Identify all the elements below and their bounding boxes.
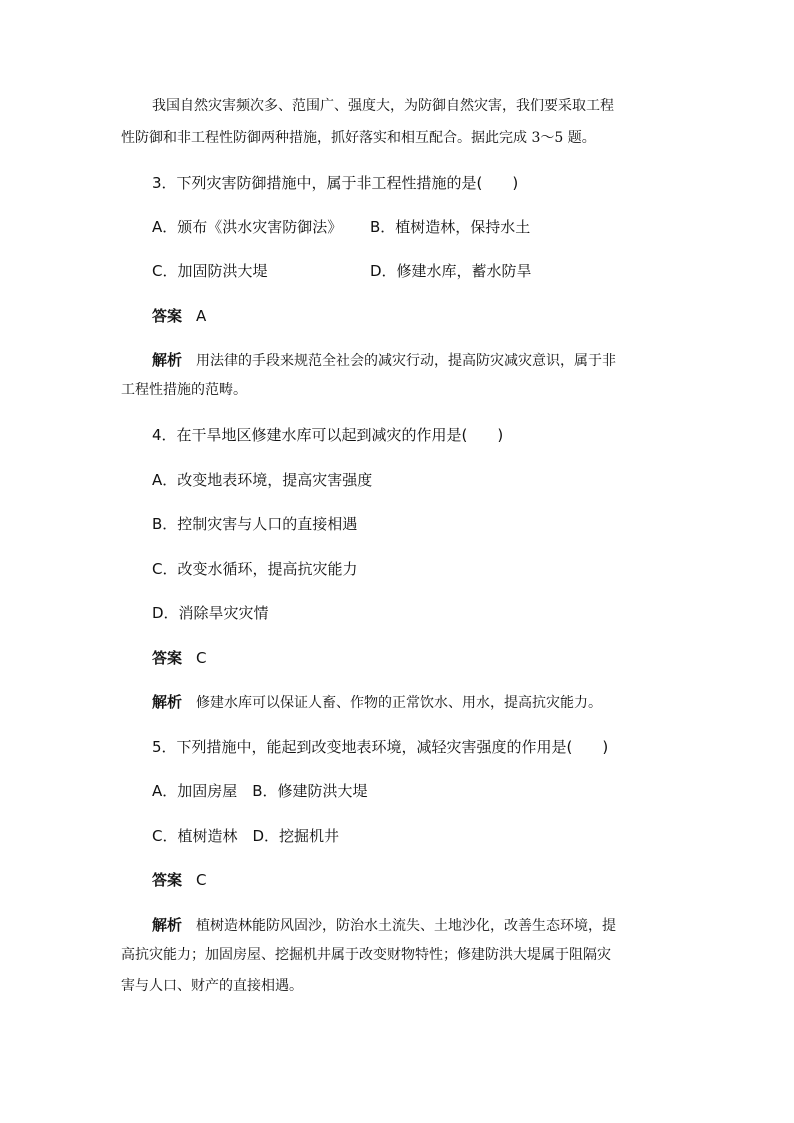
question-3-explanation-line-2: 工程性措施的范畴。 (121, 382, 247, 398)
intro-line-2: 性防御和非工程性防御两种措施，抓好落实和相互配合。据此完成 3～5 题。 (121, 130, 596, 146)
explanation-text: 修建水库可以保证人畜、作物的正常饮水、用水，提高抗灾能力。 (196, 695, 603, 711)
question-5-explanation-line-1 (152, 915, 616, 936)
question-3-explanation-line-1 (152, 350, 616, 371)
question-5-explanation-line-3: 害与人口、财产的直接相遇。 (121, 978, 303, 994)
explanation-label: 解析 (152, 693, 183, 711)
question-4-stem: 4．在干旱地区修建水库可以起到减灾的作用是( ) (152, 426, 504, 444)
question-5-stem: 5．下列措施中，能起到改变地表环境，减轻灾害强度的作用是( ) (152, 738, 609, 756)
question-3-option-d: D．修建水库，蓄水防旱 (370, 262, 532, 280)
question-5-options-cd: C．植树造林 D．挖掘机井 (152, 827, 340, 845)
intro-line-1: 我国自然灾害频次多、范围广、强度大，为防御自然灾害，我们要采取工程 (152, 98, 614, 114)
question-5-answer (152, 870, 207, 890)
question-5-explanation-line-2: 高抗灾能力；加固房屋、挖掘机井属于改变财物特性；修建防洪大堤属于阻隔灾 (121, 947, 611, 963)
answer-value: C (196, 871, 207, 889)
explanation-text: 用法律的手段来规范全社会的减灾行动，提高防灾减灾意识，属于非 (196, 353, 617, 369)
question-3-option-b: B．植树造林，保持水土 (370, 218, 531, 236)
explanation-label: 解析 (152, 351, 183, 369)
question-4-option-c: C．改变水循环，提高抗灾能力 (152, 560, 358, 578)
question-4-option-d: D．消除旱灾灾情 (152, 604, 269, 622)
question-3-options-cd (152, 261, 532, 281)
answer-label: 答案 (152, 649, 183, 667)
question-5-options-ab: A．加固房屋 B．修建防洪大堤 (152, 782, 368, 800)
explanation-label: 解析 (152, 916, 183, 934)
question-3-options-ab (152, 217, 531, 237)
question-3-option-a: A．颁布《洪水灾害防御法》 (152, 218, 343, 236)
answer-label: 答案 (152, 871, 183, 889)
answer-value: C (196, 649, 207, 667)
question-3-option-c: C．加固防洪大堤 (152, 262, 268, 280)
question-3-stem: 3．下列灾害防御措施中，属于非工程性措施的是( ) (152, 174, 519, 192)
answer-value: A (196, 307, 207, 325)
question-3-answer (152, 306, 206, 326)
question-4-answer (152, 648, 207, 668)
answer-label: 答案 (152, 307, 183, 325)
question-4-explanation-line-1 (152, 692, 602, 713)
question-4-option-b: B．控制灾害与人口的直接相遇 (152, 515, 358, 533)
question-4-option-a: A．改变地表环境，提高灾害强度 (152, 471, 373, 489)
explanation-text: 植树造林能防风固沙，防治水土流失、土地沙化，改善生态环境，提 (196, 918, 617, 934)
